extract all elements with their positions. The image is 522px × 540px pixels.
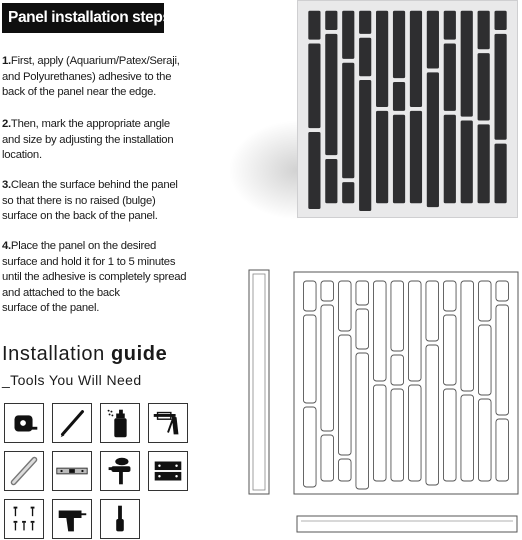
panel-slot [461, 120, 473, 203]
panel-slot [359, 38, 371, 77]
panel-slot [376, 11, 388, 107]
panel-slot [321, 435, 334, 481]
panel-slot [303, 407, 316, 487]
spray-bottle-icon [100, 403, 140, 443]
hinge-icon [148, 451, 188, 491]
panel-front-view [297, 0, 518, 218]
panel-slot [342, 182, 354, 203]
page-title: Panel installation steps [2, 3, 164, 33]
installation-guide-heading: Installation guide [2, 343, 168, 365]
panel-slot [408, 385, 421, 481]
step-2: 2.Then, mark the appropriate angle and size by adjusting the installation location. [2, 118, 174, 162]
panel-slot [373, 385, 386, 481]
panel-slot [356, 309, 369, 349]
panel-slot [308, 11, 320, 40]
step-3: 3.Clean the surface behind the panel so that there is no raised (bulge) surface on the back of the panel. [2, 179, 178, 223]
panel-bottom-view [296, 513, 518, 535]
panel-slot [478, 399, 491, 481]
panel-slot [461, 395, 474, 481]
panel-slot [443, 281, 456, 311]
panel-slot [308, 43, 320, 128]
tape-measure-icon [4, 403, 44, 443]
panel-slot [321, 281, 334, 301]
panel-slot [461, 11, 473, 117]
panel-slot [478, 281, 491, 321]
panel-slot [427, 72, 439, 207]
panel-slot [495, 144, 507, 204]
panel-slot [325, 11, 337, 30]
panel-side-view [246, 269, 272, 495]
panel-slot [461, 281, 474, 391]
panel-slot [444, 115, 456, 204]
panel-slot [426, 345, 439, 485]
panel-slot [391, 355, 404, 385]
panel-slot [338, 335, 351, 455]
pencil-icon [52, 403, 92, 443]
tools-heading: _Tools You Will Need [2, 372, 142, 388]
panel-slot [393, 115, 405, 204]
panel-slot [359, 80, 371, 211]
panel-slot [443, 315, 456, 385]
panel-slot [478, 11, 490, 50]
utility-knife-icon [4, 451, 44, 491]
panel-slot [325, 159, 337, 203]
panel-slot [408, 281, 421, 381]
panel-slot [478, 325, 491, 395]
panel-slot [321, 305, 334, 431]
panel-slot [356, 281, 369, 305]
panel-slot [373, 281, 386, 381]
panel-slot [496, 281, 509, 301]
panel-slot [325, 34, 337, 155]
panel-slot [410, 11, 422, 107]
panel-slot [427, 11, 439, 69]
panel-slot [410, 111, 422, 203]
panel-slot [393, 82, 405, 111]
panel-slot [308, 132, 320, 209]
step-1: 1.First, apply (Aquarium/Patex/Seraji, and Polyurethanes) adhesive to the back of the panel near the edge. [2, 55, 180, 99]
panel-slot [443, 389, 456, 481]
panel-slot [376, 111, 388, 203]
panel-slot [303, 315, 316, 403]
panel-slot [478, 124, 490, 203]
panel-slot [496, 419, 509, 481]
step-4: 4.Place the panel on the desired surface and hold it for 1 to 5 minutes until the adhesive is completely spread and attached to the back surface of the panel. [2, 240, 187, 315]
panel-slot [338, 459, 351, 481]
panel-slot [359, 11, 371, 34]
panel-slot [391, 281, 404, 351]
panel-slot [444, 11, 456, 40]
panel-slot [496, 305, 509, 415]
panel-slot [495, 34, 507, 140]
drill-icon [52, 499, 92, 539]
nails-icon [4, 499, 44, 539]
panel-slot [495, 11, 507, 30]
panel-slot [444, 43, 456, 110]
panel-shadow [228, 120, 298, 220]
panel-slot [338, 281, 351, 331]
spray-gun-icon [100, 451, 140, 491]
screwdriver-icon [100, 499, 140, 539]
panel-slot [426, 281, 439, 341]
panel-slot [356, 353, 369, 489]
panel-slot [342, 63, 354, 179]
panel-slot [391, 389, 404, 481]
spirit-level-icon [52, 451, 92, 491]
panel-slot [478, 53, 490, 120]
panel-back-view [293, 271, 519, 495]
panel-slot [393, 11, 405, 78]
caulking-gun-icon [148, 403, 188, 443]
panel-slot [303, 281, 316, 311]
panel-slot [342, 11, 354, 59]
